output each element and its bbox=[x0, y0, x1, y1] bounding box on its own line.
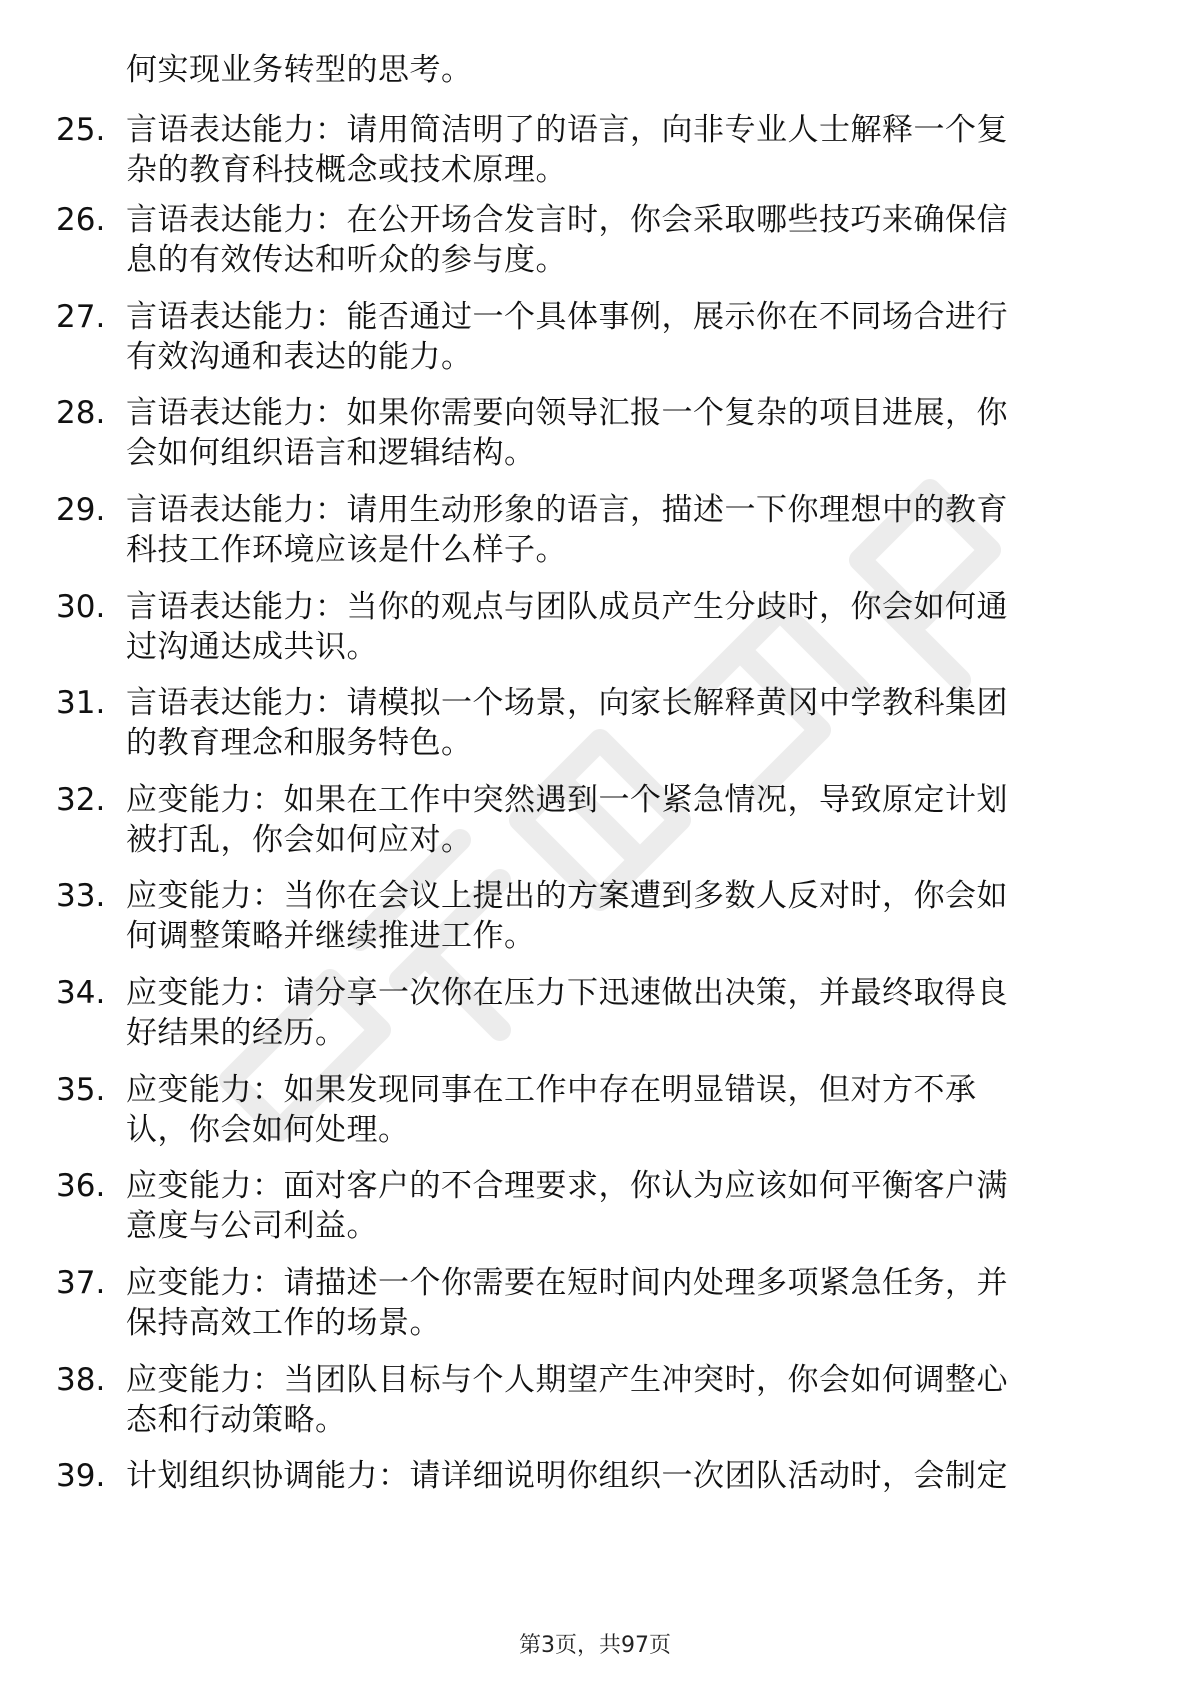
item-text-line: 应变能力：请分享一次你在压力下迅速做出决策，并最终取得良 bbox=[126, 975, 1008, 1011]
item-text-line: 会如何组织语言和逻辑结构。 bbox=[126, 435, 536, 471]
item-text-line: 认，你会如何处理。 bbox=[126, 1112, 410, 1148]
item-text-line: 保持高效工作的场景。 bbox=[126, 1305, 441, 1341]
item-text-line: 杂的教育科技概念或技术原理。 bbox=[126, 152, 567, 188]
item-number: 36. bbox=[56, 1168, 106, 1204]
item-number: 28. bbox=[56, 395, 106, 431]
item-text-line: 言语表达能力：能否通过一个具体事例，展示你在不同场合进行 bbox=[126, 299, 1008, 335]
item-text-line: 息的有效传达和听众的参与度。 bbox=[126, 242, 567, 278]
item-number: 31. bbox=[56, 685, 106, 721]
item-number: 38. bbox=[56, 1362, 106, 1398]
item-number: 33. bbox=[56, 878, 106, 914]
item-text-line: 科技工作环境应该是什么样子。 bbox=[126, 532, 567, 568]
item-text-line: 言语表达能力：请用生动形象的语言，描述一下你理想中的教育 bbox=[126, 492, 1008, 528]
item-text-line: 态和行动策略。 bbox=[126, 1402, 347, 1438]
item-text-line: 言语表达能力：请用简洁明了的语言，向非专业人士解释一个复 bbox=[126, 112, 1008, 148]
item-text-line: 被打乱，你会如何应对。 bbox=[126, 822, 473, 858]
item-number: 30. bbox=[56, 589, 106, 625]
item-number: 39. bbox=[56, 1458, 106, 1494]
item-number: 32. bbox=[56, 782, 106, 818]
item-text-line: 言语表达能力：如果你需要向领导汇报一个复杂的项目进展，你 bbox=[126, 395, 1008, 431]
item-text-line: 应变能力：请描述一个你需要在短时间内处理多项紧急任务，并 bbox=[126, 1265, 1008, 1301]
lead-line: 何实现业务转型的思考。 bbox=[126, 52, 473, 88]
item-text-line: 应变能力：面对客户的不合理要求，你认为应该如何平衡客户满 bbox=[126, 1168, 1008, 1204]
item-text-line: 好结果的经历。 bbox=[126, 1015, 347, 1051]
item-text-line: 过沟通达成共识。 bbox=[126, 629, 378, 665]
item-text-line: 有效沟通和表达的能力。 bbox=[126, 339, 473, 375]
item-text-line: 言语表达能力：在公开场合发言时，你会采取哪些技巧来确保信 bbox=[126, 202, 1008, 238]
page-footer: 第3页，共97页 bbox=[519, 1633, 671, 1658]
item-text-line: 应变能力：如果发现同事在工作中存在明显错误，但对方不承 bbox=[126, 1072, 977, 1108]
item-number: 35. bbox=[56, 1072, 106, 1108]
item-text-line: 计划组织协调能力：请详细说明你组织一次团队活动时，会制定 bbox=[126, 1458, 1008, 1494]
item-number: 37. bbox=[56, 1265, 106, 1301]
item-text-line: 意度与公司利益。 bbox=[126, 1208, 378, 1244]
item-number: 29. bbox=[56, 492, 106, 528]
item-text-line: 应变能力：当你在会议上提出的方案遭到多数人反对时，你会如 bbox=[126, 878, 1008, 914]
item-number: 26. bbox=[56, 202, 106, 238]
item-number: 34. bbox=[56, 975, 106, 1011]
item-text-line: 何调整策略并继续推进工作。 bbox=[126, 918, 536, 954]
item-text-line: 言语表达能力：请模拟一个场景，向家长解释黄冈中学教科集团 bbox=[126, 685, 1008, 721]
item-number: 25. bbox=[56, 112, 106, 148]
item-text-line: 言语表达能力：当你的观点与团队成员产生分歧时，你会如何通 bbox=[126, 589, 1008, 625]
item-text-line: 应变能力：当团队目标与个人期望产生冲突时，你会如何调整心 bbox=[126, 1362, 1008, 1398]
item-number: 27. bbox=[56, 299, 106, 335]
item-text-line: 的教育理念和服务特色。 bbox=[126, 725, 473, 761]
item-text-line: 应变能力：如果在工作中突然遇到一个紧急情况，导致原定计划 bbox=[126, 782, 1008, 818]
